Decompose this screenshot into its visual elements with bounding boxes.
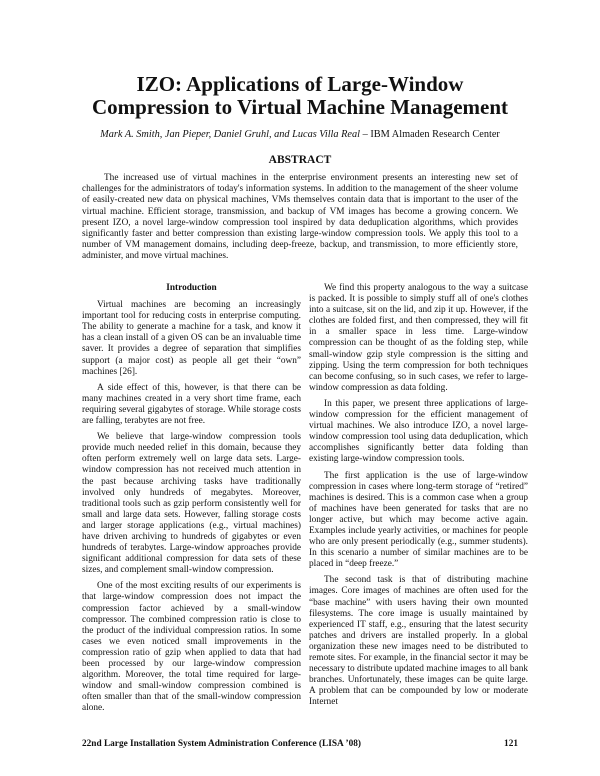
body-paragraph: Virtual machines are becoming an increasingly important tool for reducing costs in enterprise computing. The ability to generate a machine for a task, and know it has a clean install of a given OS can be an invaluable time saver. It provides a degree of separation that simplifies support (a major cost) as people all get their “own” machines [26].: [82, 300, 301, 377]
author-line: [40, 128, 560, 141]
footer-conference: 22nd Large Installation System Administration Conference (LISA ’08): [82, 739, 362, 749]
body-paragraph: The second task is that of distributing machine images. Core images of machines are often used for the “base machine” with users having their own mounted filesystems. The core image is usually maintained by experienced IT staff, e.g., ensuring that the latest security patches and drivers are installed properly. In a global organization these new images need to be distributed to remote sites. For example, in the financial sector it may be necessary to distribute updated machine images to all bank branches. Unfortunately, these images can be quite large. A problem that can be compounded by low or moderate Internet: [309, 575, 528, 708]
body-paragraph: In this paper, we present three applications of large-window compression for the efficient management of virtual machines. We also introduce IZO, a novel large-window compression tool using data deduplication, which accomplishes significantly better data folding than existing large-window compression tools.: [309, 398, 528, 465]
abstract-heading: ABSTRACT: [268, 154, 332, 166]
author-names: Mark A. Smith, Jan Pieper, Daniel Gruhl, and Lucas Villa Real: [100, 129, 361, 140]
abstract-text: The increased use of virtual machines in the enterprise environment presents an interesting new set of challenges for the administrators of today's information systems. In addition to the management of the sheer volume of easily-created new data on physical machines, VMs themselves contain data that is important to the user of the virtual machine. Efficient storage, transmission, and backup of VM images has become a growing concern. We present IZO, a novel large-window compression tool inspired by data deduplication algorithms, which provides significantly faster and better compression than existing large-window compression tools. We apply this tool to a number of VM management domains, including deep-freeze, backup, and transmission, to more efficiently store, administer, and move virtual machines.: [82, 173, 518, 262]
title-line-2: Compression to Virtual Machine Management: [91, 95, 509, 119]
body-paragraph: A side effect of this, however, is that there can be many machines created in a very short time frame, each requiring several gigabytes of storage. While storage costs are falling, terabytes are not free.: [82, 382, 301, 427]
introduction-heading: Introduction: [166, 283, 217, 293]
body-paragraph: The first application is the use of large-window compression in cases where long-term storage of “retired” machines is desired. This is a common case when a group of machines have been generated for tasks that are no longer active, but which may become active again. Examples include yearly activities, or machines for people who are only present periodically (e.g., summer students). In this scenario a number of similar machines are to be placed in “deep freeze.”: [309, 470, 528, 570]
author-affiliation: – IBM Almaden Research Center: [360, 129, 500, 140]
body-paragraph: One of the most exciting results of our experiments is that large-window compression does not impact the compression factor achieved by a small-window compressor. The combined compression ratio is close to the product of the individual compression ratios. In some cases we even noticed small improvements in the compression ratio of gzip when applied to data that had been processed by our large-window compression algorithm. Moreover, the total time required for large-window and small-window compression combined is often smaller than that of the small-window compression alone.: [82, 581, 301, 714]
title-line-1: IZO: Applications of Large-Window: [136, 72, 464, 96]
left-column: [82, 283, 301, 719]
footer-page-number: 121: [504, 739, 518, 749]
right-column: [309, 283, 528, 713]
body-paragraph: We find this property analogous to the way a suitcase is packed. It is possible to simply stuff all of one's clothes into a suitcase, sit on the lid, and zip it up. However, if the clothes are folded first, and then compressed, they will fit in a smaller space in less time. Large-window compression can be thought of as the folding step, while small-window gzip style compression is the sitting and zipping. Using the term compression for both techniques can become confusing, so in such cases, we refer to large-window compression as data folding.: [309, 283, 528, 393]
body-paragraph: We believe that large-window compression tools provide much needed relief in this domain, because they often perform extremely well on large data sets. Large-window compression has not received much attention in the past because archiving tasks have traditionally involved only hundreds of megabytes. Moreover, traditional tools such as gzip perform consistently well for small and large data sets. However, falling storage costs and larger storage applications (e.g., virtual machines) have driven archiving to hundreds of gigabytes or even hundreds of terabytes. Large-window approaches provide significant additional compression for data sets of these sizes, and complement small-window compression.: [82, 432, 301, 576]
paper-title: [40, 73, 560, 119]
